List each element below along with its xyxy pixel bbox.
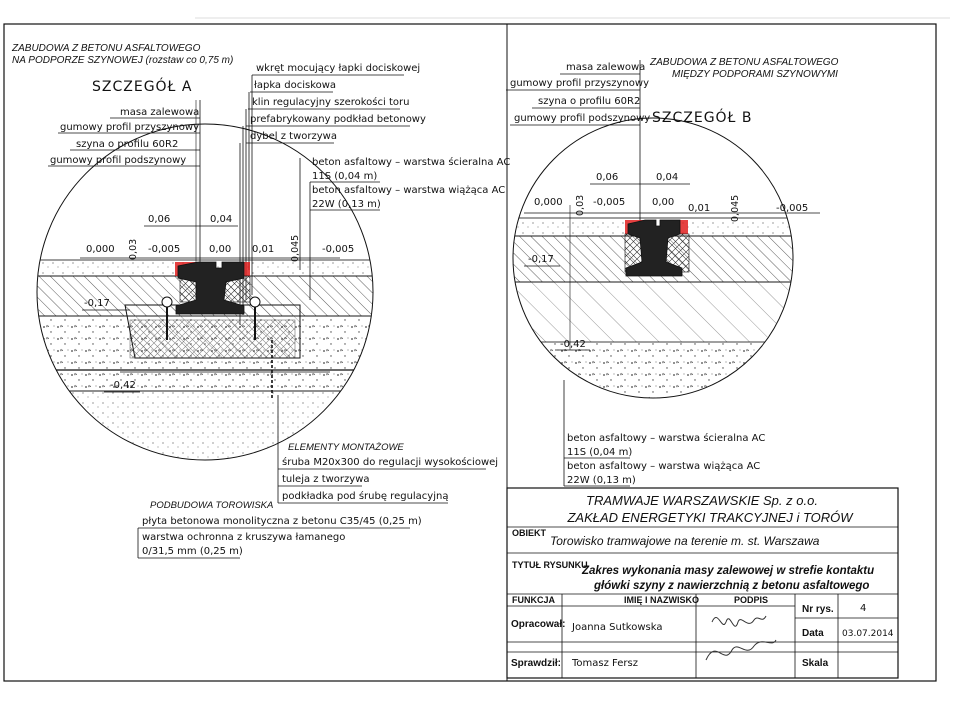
subbase-labels: [138, 500, 422, 558]
date-value: 03.07.2014: [842, 629, 894, 639]
left-rail-labels: [48, 100, 200, 265]
prepared-label: Opracował:: [511, 619, 566, 630]
label-ac11s: beton asfaltowy – warstwa ścieralna AC: [312, 157, 511, 168]
col-sign: PODPIS: [734, 595, 769, 605]
dim-m0005: -0,005: [148, 244, 181, 255]
dim-0045: 0,045: [290, 234, 301, 262]
left-header-line-2: NA PODPORZE SZYNOWEJ (rozstaw co 0,75 m): [12, 55, 234, 66]
r-dim-0000: 0,000: [534, 197, 563, 208]
label-ac22w-thickness: 22W (0,13 m): [312, 199, 381, 210]
right-header-line-1: ZABUDOWA Z BETONU ASFALTOWEGO: [650, 57, 839, 68]
r-dim-0045: 0,045: [730, 194, 741, 222]
dim-m017: -0,17: [84, 298, 110, 309]
drawing-title-label: TYTUŁ RYSUNKU: [512, 560, 588, 570]
subbase-frakcja: 0/31,5 mm (0,25 m): [142, 546, 243, 557]
r-dim-m017: -0,17: [528, 254, 554, 265]
r-label-ac11s: beton asfaltowy – warstwa ścieralna AC: [567, 433, 766, 444]
checked-label: Sprawdził:: [511, 658, 562, 669]
r-dim-m042: -0,42: [560, 339, 586, 350]
label-wkret: wkręt mocujący łapki dociskowej: [256, 63, 421, 74]
r-dim-m0005: -0,005: [593, 197, 626, 208]
nr-value: 4: [860, 603, 867, 614]
r-dim-003: 0,03: [575, 194, 586, 216]
subbase-kruszywo: warstwa ochronna z kruszywa łamanego: [142, 532, 346, 543]
element-sruba: śruba M20x300 do regulacji wysokościowej: [282, 457, 499, 468]
col-function: FUNKCJA: [512, 595, 556, 605]
dim-001: 0,01: [252, 244, 275, 255]
r-dim-001: 0,01: [688, 203, 711, 214]
label-podklad: prefabrykowany podkład betonowy: [250, 114, 426, 125]
scale-label: Skala: [802, 658, 829, 669]
drawing-title-line-1: Zakres wykonania masy zalewowej w strefie kontaktu: [582, 565, 875, 577]
label-masa-zalewowa: masa zalewowa: [120, 107, 200, 118]
left-header-line-1: ZABUDOWA Z BETONU ASFALTOWEGO: [12, 43, 201, 54]
nr-label: Nr rys.: [802, 604, 834, 615]
subbase-plyta: płyta betonowa monolityczna z betonu C35/45 (0,25 m): [142, 516, 422, 527]
label-dybel: dybel z tworzywa: [250, 131, 337, 142]
element-podkladka: podkładka pod śrubę regulacyjną: [282, 491, 449, 502]
prepared-name: Joanna Sutkowska: [572, 622, 663, 633]
r-label-przyszynowy: gumowy profil przyszynowy: [510, 78, 649, 89]
elements-title: ELEMENTY MONTAŻOWE: [288, 442, 404, 453]
dim-m042: -0,42: [110, 380, 136, 391]
company-line-1: TRAMWAJE WARSZAWSKIE Sp. z o.o.: [586, 493, 818, 508]
label-profil-podszynowy: gumowy profil podszynowy: [50, 155, 187, 166]
checked-name: Tomasz Fersz: [572, 658, 638, 669]
r-label-ac22w: beton asfaltowy – warstwa wiążąca AC: [567, 461, 761, 472]
detail-b: [506, 57, 839, 486]
title-block: [507, 488, 898, 678]
col-name: IMIĘ I NAZWISKO: [624, 595, 699, 605]
subbase-title: PODBUDOWA TOROWISKA: [150, 500, 274, 511]
label-ac11s-thickness: 11S (0,04 m): [312, 171, 378, 182]
label-klin: klin regulacyjny szerokości toru: [252, 97, 410, 108]
dim-000: 0,00: [209, 244, 232, 255]
detail-a-title: SZCZEGÓŁ A: [92, 79, 193, 95]
dim-004: 0,04: [210, 214, 233, 225]
r-label-masa: masa zalewowa: [566, 62, 646, 73]
r-label-ac22w-thickness: 22W (0,13 m): [567, 475, 636, 486]
r-dim-004: 0,04: [656, 172, 679, 183]
r-dim-m0005b: -0,005: [776, 203, 809, 214]
element-tuleja: tuleja z tworzywa: [282, 474, 370, 485]
date-label: Data: [802, 628, 824, 639]
detail-b-section: [510, 218, 800, 402]
r-dim-006: 0,06: [596, 172, 619, 183]
company-line-2: ZAKŁAD ENERGETYKI TRAKCYJNEJ i TORÓW: [567, 510, 853, 525]
r-label-szyna: szyna o profilu 60R2: [538, 96, 641, 107]
label-profil-przyszynowy: gumowy profil przyszynowy: [60, 122, 199, 133]
r-label-ac11s-thickness: 11S (0,04 m): [567, 447, 633, 458]
r-label-podszynowy: gumowy profil podszynowy: [514, 113, 651, 124]
right-header-line-2: MIĘDZY PODPORAMI SZYNOWYMI: [672, 69, 838, 80]
signature-prepared: [712, 616, 766, 626]
dim-m0005b: -0,005: [322, 244, 355, 255]
object-value: Torowisko tramwajowe na terenie m. st. Warszawa: [550, 534, 820, 548]
dim-006: 0,06: [148, 214, 171, 225]
object-label: OBIEKT: [512, 528, 547, 538]
dim-0000: 0,000: [86, 244, 115, 255]
dim-003: 0,03: [128, 238, 139, 260]
detail-b-title: SZCZEGÓŁ B: [652, 110, 753, 126]
detail-a-section: [30, 260, 380, 471]
drawing-title-line-2: główki szyny z nawierzchnią z betonu asfaltowego: [594, 580, 870, 592]
label-ac22w: beton asfaltowy – warstwa wiążąca AC: [312, 185, 506, 196]
label-lapka: łapka dociskowa: [254, 80, 337, 91]
label-szyna: szyna o profilu 60R2: [76, 139, 179, 150]
detail-a: [11, 43, 510, 558]
r-dim-000: 0,00: [652, 197, 675, 208]
signature-checked: [706, 640, 776, 660]
